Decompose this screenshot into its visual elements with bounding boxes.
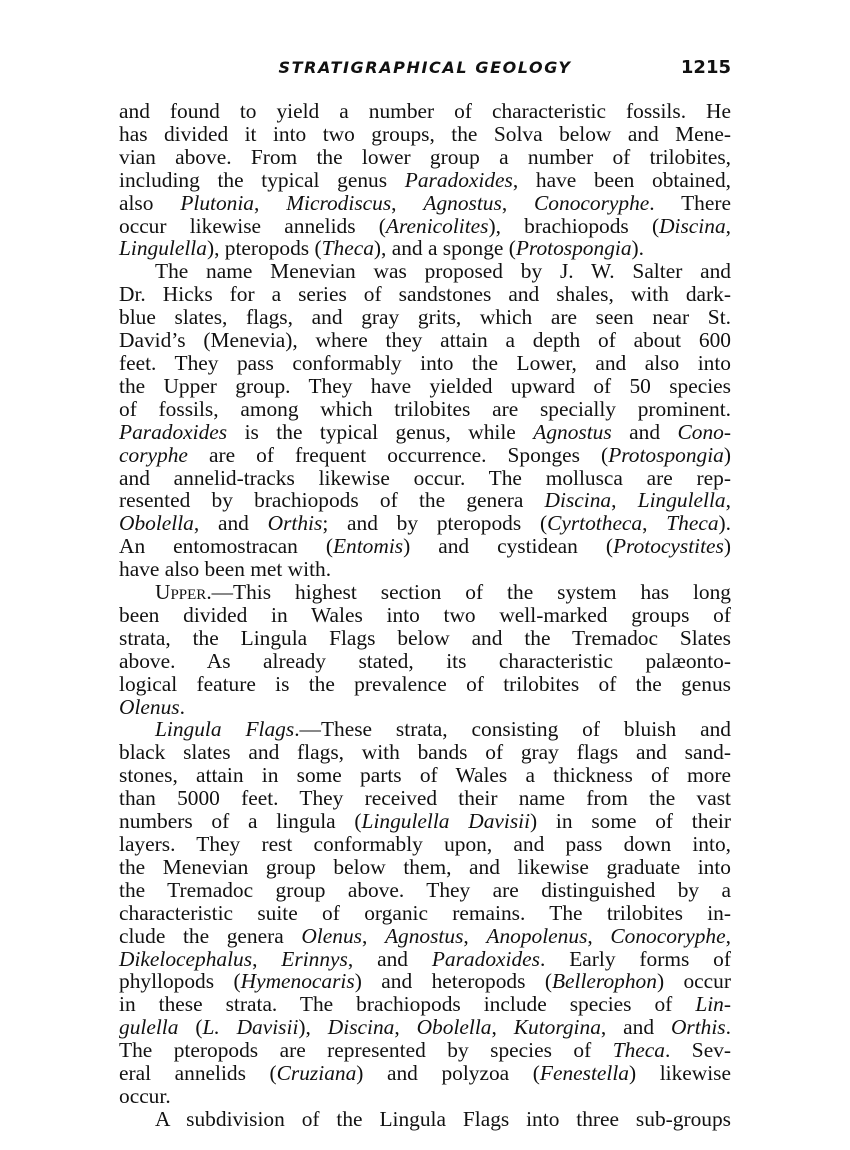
- text-line: Dikelocephalus, Erinnys, and Paradoxides. Early forms of: [119, 946, 731, 971]
- text-line: coryphe are of frequent occurrence. Sponges (Protospongia): [119, 442, 731, 467]
- text-line: occur likewise annelids (Arenicolites), brachiopods (Discina,: [119, 213, 731, 238]
- text-line: black slates and flags, with bands of gray flags and sand-: [119, 740, 731, 765]
- text-line: The pteropods are represented by species of Theca. Sev-: [119, 1038, 732, 1063]
- text-line: have also been met with.: [119, 557, 332, 582]
- text-line: blue slates, flags, and gray grits, which are seen near St.: [119, 305, 731, 330]
- text-line: eral annelids (Cruziana) and polyzoa (Fenestella) likewise: [119, 1061, 731, 1086]
- text-line: characteristic suite of organic remains. The trilobites in-: [119, 900, 731, 925]
- text-line: and annelid-tracks likewise occur. The mollusca are rep-: [119, 465, 731, 490]
- text-line: the Upper group. They have yielded upward of 50 species: [119, 373, 731, 398]
- text-line: Obolella, and Orthis; and by pteropods (Cyrtotheca, Theca).: [119, 511, 732, 536]
- text-line: resented by brachiopods of the genera Discina, Lingulella,: [119, 488, 731, 513]
- text-line: A subdivision of the Lingula Flags into three sub-groups: [155, 1106, 731, 1131]
- text-line: David’s (Menevia), where they attain a depth of about 600: [119, 328, 731, 353]
- text-line: above. As already stated, its characteristic palæonto-: [119, 648, 731, 673]
- text-line: has divided it into two groups, the Solva below and Mene-: [119, 121, 731, 146]
- text-line: clude the genera Olenus, Agnostus, Anopolenus, Conocoryphe,: [119, 923, 731, 948]
- text-line: than 5000 feet. They received their name from the vast: [119, 786, 731, 811]
- text-line: phyllopods (Hymenocaris) and heteropods (Bellerophon) occur: [119, 969, 731, 994]
- text-line: logical feature is the prevalence of trilobites of the genus: [119, 671, 731, 696]
- body-text: [119, 100, 731, 1131]
- text-line: and found to yield a number of characteristic fossils. He: [119, 99, 731, 123]
- text-line: stones, attain in some parts of Wales a thickness of more: [119, 763, 731, 788]
- text-line: also Plutonia, Microdiscus, Agnostus, Conocoryphe. There: [119, 190, 731, 215]
- text-line: Paradoxides is the typical genus, while Agnostus and Cono-: [119, 419, 731, 444]
- text-line: strata, the Lingula Flags below and the Tremadoc Slates: [119, 625, 731, 650]
- text-line: including the typical genus Paradoxides, have been obtained,: [119, 167, 732, 192]
- text-line: Lingulella), pteropods (Theca), and a sponge (Protospongia).: [119, 236, 645, 261]
- running-title: STRATIGRAPHICAL GEOLOGY: [278, 58, 572, 77]
- text-line: feet. They pass conformably into the Lower, and also into: [119, 350, 731, 375]
- page-header: [119, 58, 731, 88]
- text-line: been divided in Wales into two well-marked groups of: [119, 602, 731, 627]
- text-line: vian above. From the lower group a number of trilobites,: [119, 144, 731, 169]
- text-line: An entomostracan (Entomis) and cystidean (Protocystites): [119, 534, 731, 559]
- text-line: Dr. Hicks for a series of sandstones and shales, with dark-: [119, 282, 731, 307]
- text-line: gulella (L. Davisii), Discina, Obolella, Kutorgina, and Orthis.: [119, 1015, 731, 1040]
- text-line: numbers of a lingula (Lingulella Davisii) in some of their: [119, 809, 732, 834]
- text-line: the Tremadoc group above. They are distinguished by a: [119, 877, 731, 902]
- text-line: the Menevian group below them, and likewise graduate into: [119, 854, 731, 879]
- text-line: layers. They rest conformably upon, and pass down into,: [119, 832, 731, 856]
- text-line: Olenus.: [119, 694, 185, 719]
- text-line: The name Menevian was proposed by J. W. Salter and: [155, 259, 731, 284]
- page-number: 1215: [680, 57, 731, 78]
- text-line: in these strata. The brachiopods include species of Lin-: [119, 992, 731, 1017]
- text-line: Lingula Flags.—These strata, consisting of bluish and: [155, 717, 731, 742]
- text-line: Upper.—This highest section of the system has long: [155, 580, 731, 605]
- text-line: occur.: [119, 1083, 171, 1108]
- text-line: of fossils, among which trilobites are specially prominent.: [119, 396, 731, 421]
